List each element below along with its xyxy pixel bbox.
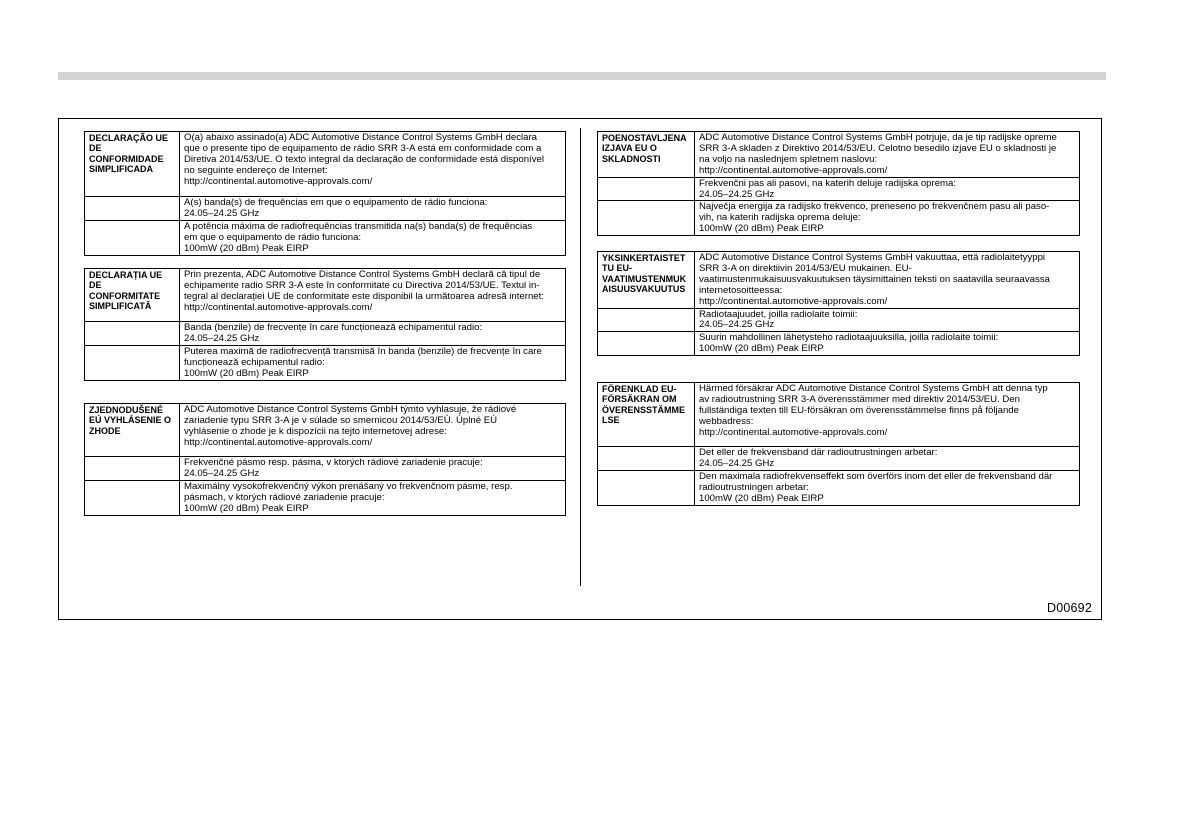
declaration-title-cell: DECLARAȚIA UE DE CONFORMITATE SIMPLIFICATĂ [85, 269, 180, 322]
declaration-text-cell: ADC Automotive Distance Control Systems GmbH týmto vyhlasuje, že rádiové zariadenie typu SRR 3-A je v súlade so smernicou 2014/53/EÚ. Úplné EÚ vyhlásenie o zhode je k dispozícii na tejto internetovej adrese: http://continental.automotive-approvals.com/ [180, 404, 566, 457]
empty-label-cell [598, 177, 695, 201]
max-power-cell: Suurin mahdollinen lähetysteho radiotaajuuksilla, joilla radiolaite toimii: 100mW (20 dBm) Peak EIRP [695, 332, 1080, 356]
declaration-text-cell: Prin prezenta, ADC Automotive Distance Control Systems GmbH declară că tipul de echipamente radio SRR 3-A este în conformitate cu Directiva 2014/53/UE. Textul in- tegral al declarației UE de conformitate este disponibil la următoarea adresă internet: http://continental.automotive-approvals.com/ [180, 269, 566, 322]
empty-label-cell [85, 345, 180, 380]
max-power-cell: Največja energija za radijsko frekvenco, preneseno po frekvenčnem pasu ali paso- vih, na katerih radijska oprema deluje: 100mW (20 dBm) Peak EIRP [695, 201, 1080, 236]
empty-label-cell [598, 447, 695, 471]
frequency-band-cell: Frekvenčni pas ali pasovi, na katerih deluje radijska oprema: 24.05–24.25 GHz [695, 177, 1080, 201]
document-id-code: D00692 [1047, 601, 1092, 615]
empty-label-cell [598, 308, 695, 332]
empty-label-cell [85, 322, 180, 346]
header-bar [58, 72, 1106, 80]
declaration-title-cell: ZJEDNODUŠENÉ EÚ VYHLÁSENIE O ZHODE [85, 404, 180, 457]
declaration-table-finnish [597, 251, 1080, 356]
max-power-cell: Den maximala radiofrekvenseffekt som överförs inom det eller de frekvensband där radioutrustningen arbetar: 100mW (20 dBm) Peak EIRP [695, 470, 1080, 505]
empty-label-cell [598, 201, 695, 236]
declaration-table-portuguese [84, 131, 566, 256]
empty-label-cell [598, 332, 695, 356]
declaration-title-cell: DECLARAÇÃO UE DE CONFORMIDADE SIMPLIFICADA [85, 132, 180, 197]
max-power-cell: Puterea maximă de radiofrecvență transmisă în banda (benzile) de frecvențe în care funcționează echipamentul radio: 100mW (20 dBm) Peak EIRP [180, 345, 566, 380]
max-power-cell: A potência máxima de radiofrequências transmitida na(s) banda(s) de frequências em que o equipamento de rádio funciona: 100mW (20 dBm) Peak EIRP [180, 220, 566, 255]
declaration-table-romanian [84, 268, 566, 381]
declaration-title-cell: POENOSTAVLJENA IZJAVA EU O SKLADNOSTI [598, 132, 695, 178]
frequency-band-cell: Radiotaajuudet, joilla radiolaite toimii: 24.05–24.25 GHz [695, 308, 1080, 332]
empty-label-cell [85, 457, 180, 481]
max-power-cell: Maximálny vysokofrekvenčný výkon prenášaný vo frekvenčnom pásme, resp. pásmach, v ktorých rádiové zariadenie pracuje: 100mW (20 dBm) Peak EIRP [180, 480, 566, 515]
frequency-band-cell: Det eller de frekvensband där radioutrustningen arbetar: 24.05–24.25 GHz [695, 447, 1080, 471]
empty-label-cell [85, 220, 180, 255]
frequency-band-cell: Banda (benzile) de frecvențe în care funcționează echipamentul radio: 24.05–24.25 GHz [180, 322, 566, 346]
declaration-title-cell: YKSINKERTAISTET TU EU- VAATIMUSTENMUK AISUUSVAKUUTUS [598, 252, 695, 309]
declaration-text-cell: ADC Automotive Distance Control Systems GmbH potrjuje, da je tip radijske opreme SRR 3-A skladen z Direktivo 2014/53/EU. Celotno besedilo izjave EU o skladnosti je na voljo na naslednjem spletnem naslovu: http://continental.automotive-approvals.com/ [695, 132, 1080, 178]
frequency-band-cell: Frekvenčné pásmo resp. pásma, v ktorých rádiové zariadenie pracuje: 24.05–24.25 GHz [180, 457, 566, 481]
empty-label-cell [598, 470, 695, 505]
declaration-table-slovenian [597, 131, 1080, 236]
empty-label-cell [85, 480, 180, 515]
column-divider [580, 128, 581, 586]
frequency-band-cell: A(s) banda(s) de frequências em que o equipamento de rádio funciona: 24.05–24.25 GHz [180, 197, 566, 221]
declaration-text-cell: O(a) abaixo assinado(a) ADC Automotive Distance Control Systems GmbH declara que o presente tipo de equipamento de rádio SRR 3-A está em conformidade com a Diretiva 2014/53/UE. O texto integral da declaração de conformidade está disponível no seguinte endereço de Internet: http://continental.automotive-approvals.com/ [180, 132, 566, 197]
empty-label-cell [85, 197, 180, 221]
declaration-text-cell: Härmed försäkrar ADC Automotive Distance Control Systems GmbH att denna typ av radioutrustning SRR 3-A överensstämmer med direktiv 2014/53/EU. Den fullständiga texten till EU-försäkran om överensstämmelse finns på följande webbadress: http://continental.automotive-approvals.com/ [695, 383, 1080, 447]
declaration-table-slovak [84, 403, 566, 516]
declaration-text-cell: ADC Automotive Distance Control Systems GmbH vakuuttaa, että radiolaitetyyppi SRR 3-A on direktiivin 2014/53/EU mukainen. EU- vaatimustenmukaisuusvakuutuksen täysimittainen teksti on saatavilla seuraavassa internetosoitteessa: http://continental.automotive-approvals.com/ [695, 252, 1080, 309]
declaration-title-cell: FÖRENKLAD EU- FÖRSÄKRAN OM ÖVERENSSTÄMME LSE [598, 383, 695, 447]
declaration-table-swedish [597, 382, 1080, 506]
